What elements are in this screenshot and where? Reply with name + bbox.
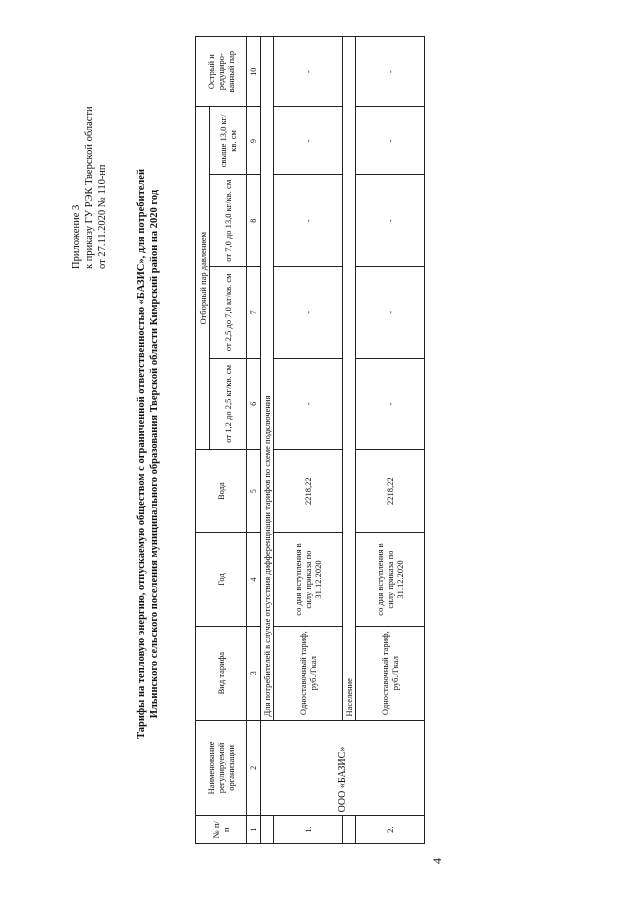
pressure-4-value: - — [356, 107, 425, 175]
page-number: 4 — [430, 858, 444, 864]
header-tariff-kind: Вид тарифа — [196, 626, 247, 720]
col-number: 7 — [247, 267, 261, 359]
organization-name: ООО «БАЗИС» — [261, 720, 425, 816]
header-org: Наименование регулируемой организации — [196, 720, 247, 816]
period: со дня вступления в силу приказа по 31.12.2020 — [274, 533, 343, 627]
header-pressure-4: свыше 13,0 кг/кв. см — [210, 107, 247, 175]
row-number: 2. — [356, 816, 425, 844]
header-pressure-1: от 1,2 до 2,5 кг/кв. см — [210, 358, 247, 450]
pressure-2-value: - — [356, 267, 425, 359]
col-number: 2 — [247, 720, 261, 816]
col-number: 1 — [247, 816, 261, 844]
appendix-line: к приказу ГУ РЭК Тверской области — [84, 106, 95, 269]
water-value: 2218,22 — [274, 450, 343, 533]
col-number: 10 — [247, 37, 261, 107]
header-sharp-steam: Острый и редуциро-ванный пар — [196, 37, 247, 107]
col-number: 9 — [247, 107, 261, 175]
tariff-kind: Одноставочный тариф, руб./Гкал — [274, 626, 343, 720]
section-label-2: Население — [343, 37, 356, 721]
appendix-note — [70, 106, 109, 269]
section-row — [261, 37, 274, 844]
header-water: Вода — [196, 450, 247, 533]
pressure-1-value: - — [274, 358, 343, 450]
header-row — [196, 37, 210, 844]
col-number: 3 — [247, 626, 261, 720]
appendix-line: Приложение 3 — [71, 204, 82, 269]
header-pressure-3: от 7,0 до 13,0 кг/кв. см — [210, 175, 247, 267]
sharp-steam-value: - — [274, 37, 343, 107]
title-line: Тарифы на тепловую энергию, отпускаемую обществом с ограниченной ответственностью «БАЗИС», для потребителей — [136, 168, 147, 740]
title-line: Ильинского сельского поселения муниципального образования Тверской области Кимрский район на 2020 год — [149, 189, 160, 719]
water-value: 2218,22 — [356, 450, 425, 533]
sharp-steam-value: - — [356, 37, 425, 107]
section-spacer — [343, 816, 356, 844]
header-year: Год — [196, 533, 247, 627]
pressure-3-value: - — [274, 175, 343, 267]
column-number-row — [247, 37, 261, 844]
col-number: 5 — [247, 450, 261, 533]
period: со дня вступления в силу приказа по 31.12.2020 — [356, 533, 425, 627]
col-number: 4 — [247, 533, 261, 627]
pressure-1-value: - — [356, 358, 425, 450]
pressure-4-value: - — [274, 107, 343, 175]
document-title — [135, 104, 161, 804]
appendix-line: от 27.11.2020 № 110-нп — [97, 164, 108, 269]
section-label-1: Для потребителей в случае отсутствия дифференциации тарифов по схеме подключения — [261, 37, 274, 721]
pressure-2-value: - — [274, 267, 343, 359]
row-number: 1. — [274, 816, 343, 844]
header-pressure-2: от 2,5 до 7,0 кг/кв. см — [210, 267, 247, 359]
col-number: 6 — [247, 358, 261, 450]
tariff-kind: Одноставочный тариф, руб./Гкал — [356, 626, 425, 720]
header-no: № п/п — [196, 816, 247, 844]
tariff-table — [195, 36, 425, 844]
header-steam-group: Отборный пар давлением — [196, 107, 210, 450]
section-spacer — [261, 816, 274, 844]
pressure-3-value: - — [356, 175, 425, 267]
col-number: 8 — [247, 175, 261, 267]
